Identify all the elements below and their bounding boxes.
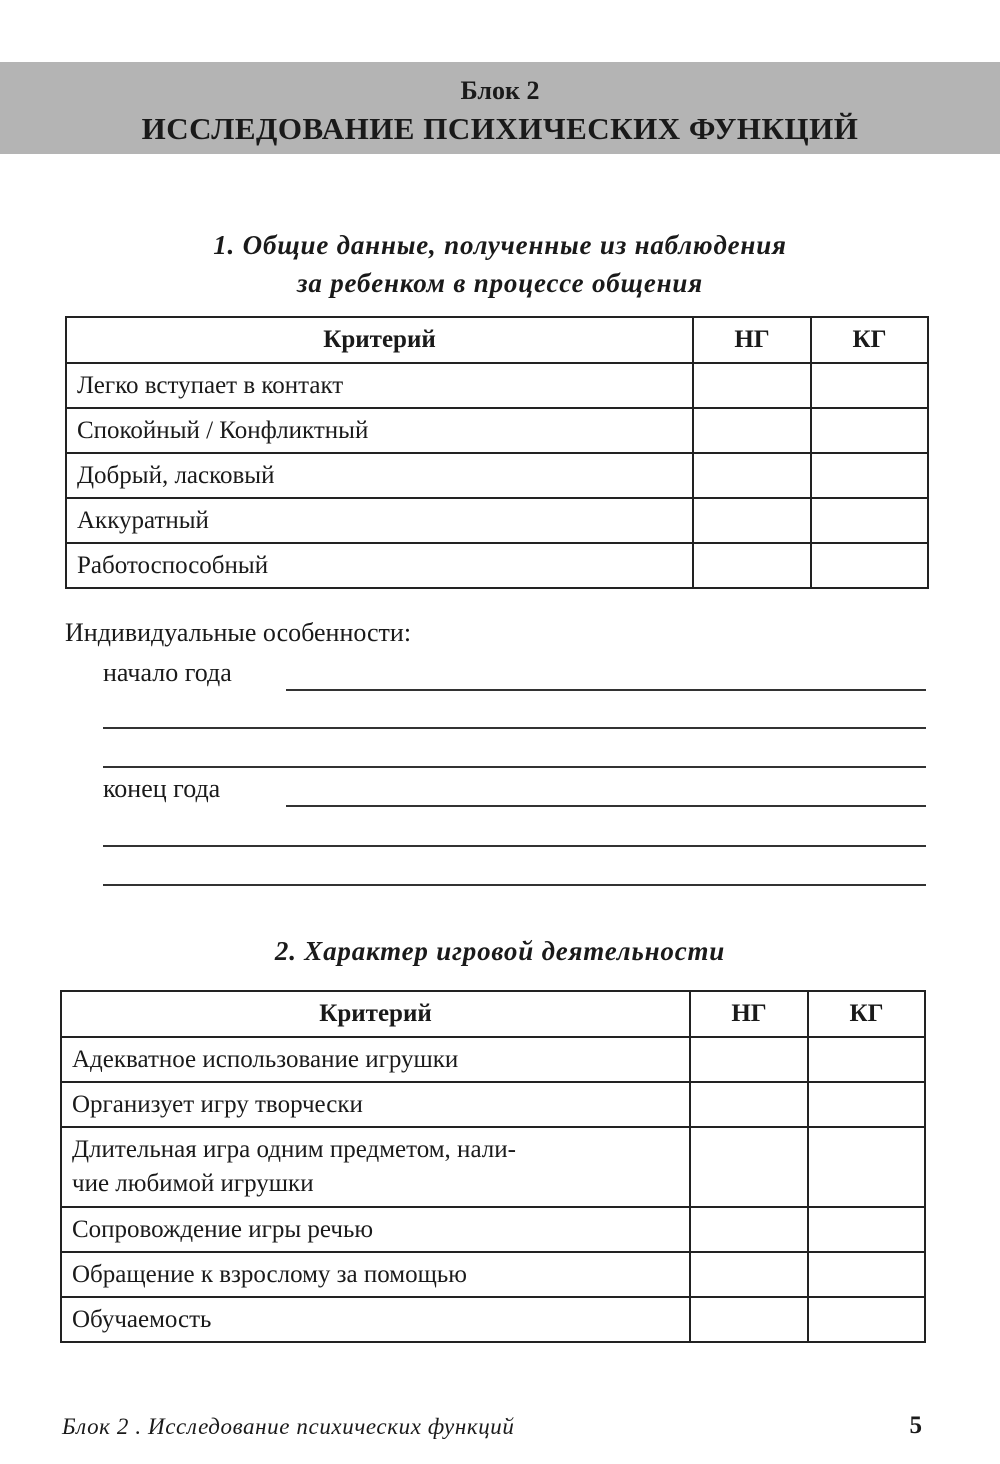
- table-row: [66, 453, 928, 498]
- column-header-ng: НГ: [690, 991, 808, 1037]
- table-header-row: [61, 991, 925, 1037]
- year-start-line-1[interactable]: [286, 689, 926, 691]
- criterion-cell: Спокойный / Конфликтный: [66, 408, 693, 453]
- column-header-criterion: Критерий: [66, 317, 693, 363]
- kg-cell[interactable]: [808, 1037, 925, 1082]
- year-start-label: начало года: [103, 658, 232, 687]
- section-1-title-line-2: за ребенком в процессе общения: [297, 268, 703, 298]
- kg-cell[interactable]: [811, 498, 928, 543]
- ng-cell[interactable]: [690, 1082, 808, 1127]
- kg-cell[interactable]: [811, 543, 928, 588]
- section-1-title-line-1: 1. Общие данные, полученные из наблюдения: [213, 230, 787, 260]
- ng-cell[interactable]: [690, 1127, 808, 1207]
- year-start-line-3[interactable]: [103, 766, 926, 768]
- block-header: [0, 62, 1000, 154]
- ng-cell[interactable]: [690, 1252, 808, 1297]
- table-row: [66, 408, 928, 453]
- year-end-line-1[interactable]: [286, 805, 926, 807]
- block-label: Блок 2: [460, 76, 540, 105]
- column-header-kg: КГ: [811, 317, 928, 363]
- criterion-cell: [61, 1127, 690, 1207]
- ng-cell[interactable]: [693, 408, 811, 453]
- table-row: [61, 1127, 925, 1207]
- table-header-row: [66, 317, 928, 363]
- column-header-criterion: Критерий: [61, 991, 690, 1037]
- criterion-cell: Сопровождение игры речью: [61, 1207, 690, 1252]
- kg-cell[interactable]: [808, 1082, 925, 1127]
- criterion-cell: Обучаемость: [61, 1297, 690, 1342]
- ng-cell[interactable]: [693, 363, 811, 408]
- criterion-cell: Работоспособный: [66, 543, 693, 588]
- kg-cell[interactable]: [808, 1297, 925, 1342]
- page-number: 5: [909, 1412, 922, 1439]
- communication-criteria-table: [65, 316, 929, 589]
- year-end-line-3[interactable]: [103, 884, 926, 886]
- kg-cell[interactable]: [811, 453, 928, 498]
- individual-features-heading: Индивидуальные особенности:: [65, 618, 412, 647]
- ng-cell[interactable]: [693, 453, 811, 498]
- ng-cell[interactable]: [693, 543, 811, 588]
- year-end-line-2[interactable]: [103, 845, 926, 847]
- block-title: ИССЛЕДОВАНИЕ ПСИХИЧЕСКИХ ФУНКЦИЙ: [141, 111, 859, 146]
- table-row: [66, 543, 928, 588]
- column-header-kg: КГ: [808, 991, 925, 1037]
- ng-cell[interactable]: [690, 1207, 808, 1252]
- criterion-text-line-1: Длительная игра одним предметом, нали-: [72, 1136, 516, 1163]
- table-row: [61, 1082, 925, 1127]
- criterion-cell: Адекватное использование игрушки: [61, 1037, 690, 1082]
- kg-cell[interactable]: [808, 1207, 925, 1252]
- criterion-cell: Легко вступает в контакт: [66, 363, 693, 408]
- year-end-label: конец года: [103, 774, 221, 803]
- table-row: [61, 1252, 925, 1297]
- kg-cell[interactable]: [811, 363, 928, 408]
- criterion-text-line-2: чие любимой игрушки: [72, 1170, 314, 1197]
- ng-cell[interactable]: [690, 1037, 808, 1082]
- ng-cell[interactable]: [690, 1297, 808, 1342]
- kg-cell[interactable]: [808, 1252, 925, 1297]
- section-1-title: [0, 226, 1000, 302]
- kg-cell[interactable]: [808, 1127, 925, 1207]
- table-row: [61, 1297, 925, 1342]
- criterion-cell: Аккуратный: [66, 498, 693, 543]
- play-activity-criteria-table: [60, 990, 926, 1343]
- section-2-title: 2. Характер игровой деятельности: [274, 936, 726, 966]
- running-footer: Блок 2 . Исследование психических функций: [62, 1414, 515, 1439]
- year-start-line-2[interactable]: [103, 727, 926, 729]
- criterion-cell: Обращение к взрослому за помощью: [61, 1252, 690, 1297]
- column-header-ng: НГ: [693, 317, 811, 363]
- table-row: [66, 498, 928, 543]
- table-row: [66, 363, 928, 408]
- criterion-cell: Организует игру творчески: [61, 1082, 690, 1127]
- table-row: [61, 1207, 925, 1252]
- ng-cell[interactable]: [693, 498, 811, 543]
- criterion-cell: Добрый, ласковый: [66, 453, 693, 498]
- table-row: [61, 1037, 925, 1082]
- kg-cell[interactable]: [811, 408, 928, 453]
